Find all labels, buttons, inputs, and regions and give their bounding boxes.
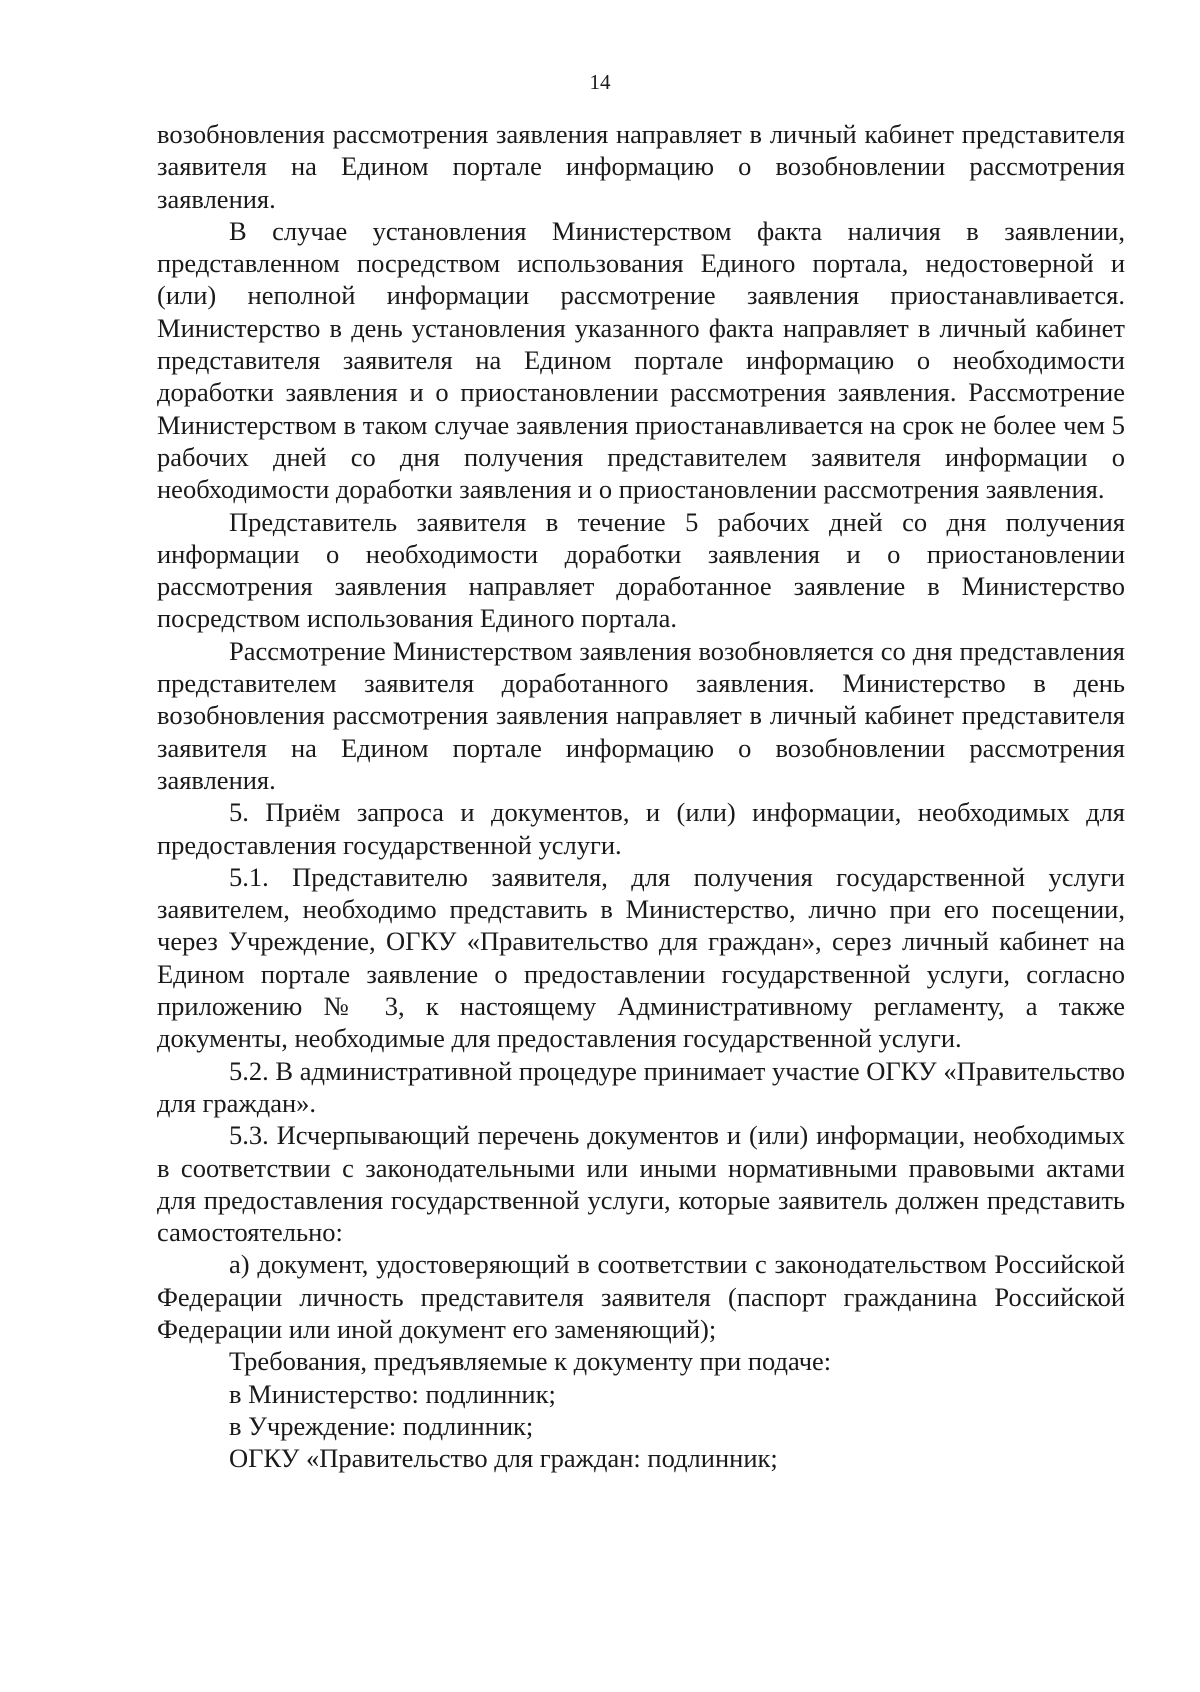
clause-5-3: 5.3. Исчерпывающий перечень документов и (или) информации, необходимых в соответствии с законодательными или иными нормативными правовыми актами для предоставления государственной услуги, которые заявитель должен представить самостоятельно:	[157, 1120, 1125, 1248]
paragraph-suspension: В случае установления Министерством факта наличия в заявлении, представленном посредством использования Единого портала, недостоверной и (или) неполной информации рассмотрение заявления приостанавливается. Министерство в день установления указанного факта направляет в личный кабинет представителя заявителя на Едином портале информацию о необходимости доработки заявления и о приостановлении рассмотрения заявления. Рассмотрение Министерством в таком случае заявления приостанавливается на срок не более чем 5 рабочих дней со дня получения представителем заявителя информации о необходимости доработки заявления и о приостановлении рассмотрения заявления.	[157, 215, 1125, 505]
document-body	[157, 118, 1125, 1474]
requirement-ministry: в Министерство: подлинник;	[229, 1378, 556, 1409]
requirement-ogku: ОГКУ «Правительство для граждан: подлинник;	[229, 1443, 778, 1474]
paragraph-continuation: возобновления рассмотрения заявления направляет в личный кабинет представителя заявителя на Едином портале информацию о возобновлении рассмотрения заявления.	[157, 119, 1125, 214]
requirement-institution: в Учреждение: подлинник;	[229, 1410, 534, 1441]
paragraph-revision: Представитель заявителя в течение 5 рабочих дней со дня получения информации о необходимости доработки заявления и о приостановлении рассмотрения заявления направляет доработанное заявление в Министерство посредством использования Единого портала.	[157, 506, 1125, 634]
item-a: а) документ, удостоверяющий в соответствии с законодательством Российской Федерации личность представителя заявителя (паспорт гражданина Российской Федерации или иной документ его заменяющий);	[157, 1249, 1125, 1344]
requirements-line: Требования, предъявляемые к документу при подаче:	[229, 1346, 832, 1377]
paragraph-resumption: Рассмотрение Министерством заявления возобновляется со дня представления представителем заявителя доработанного заявления. Министерство в день возобновления рассмотрения заявления направляет в личный кабинет представителя заявителя на Едином портале информацию о возобновлении рассмотрения заявления.	[157, 635, 1125, 795]
page-number: 14	[589, 70, 611, 94]
section-5-heading: 5. Приём запроса и документов, и (или) информации, необходимых для предоставления государственной услуги.	[157, 797, 1125, 860]
clause-5-2: 5.2. В административной процедуре принимает участие ОГКУ «Правительство для граждан».	[157, 1055, 1125, 1118]
clause-5-1: 5.1. Представителю заявителя, для получения государственной услуги заявителем, необходимо представить в Министерство, лично при его посещении, через Учреждение, ОГКУ «Правительство для граждан», серез личный кабинет на Едином портале заявление о предоставлении государственной услуги, согласно приложению № 3, к настоящему Административному регламенту, а также документы, необходимые для предоставления государственной услуги.	[157, 861, 1125, 1054]
